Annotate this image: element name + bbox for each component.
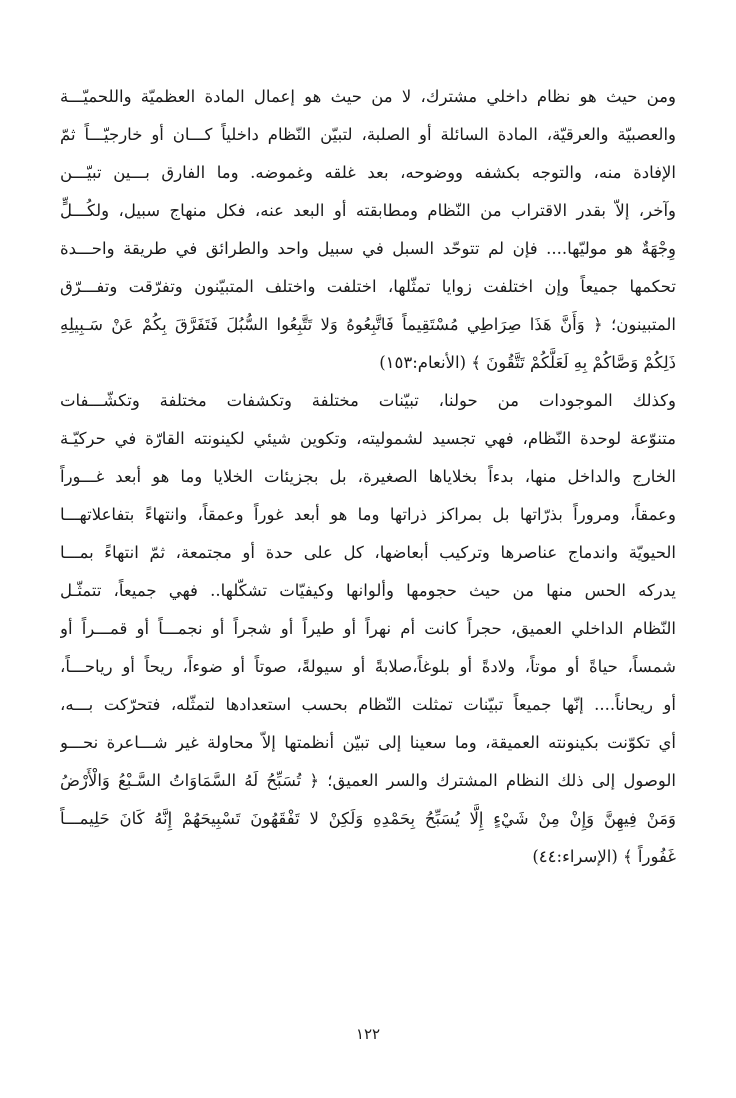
text-line: الخارج والداخل منها، بدءاً بخلاياها الصغيرة، بل بجزيئات الخلايا وما هو أبعد غـــوراً — [60, 467, 676, 486]
quran-verse-line: وَمَنْ فِيهِنَّ وَإِنْ مِنْ شَيْءٍ إِلَّا يُسَبِّحُ بِحَمْدِهِ وَلَكِنْ لا تَفْقَهُونَ تَسْبِيحَهُمْ إِنَّهُ كَانَ حَلِيمـــاً — [60, 809, 676, 828]
text-line: وآخر، إلاّ بقدر الاقتراب من النّظام ومطابقته أو البعد عنه، فكل منهاج سبيل، ولكُـــلٍّ — [60, 201, 676, 220]
paragraph-2 — [60, 382, 676, 876]
page-number: ١٢٢ — [355, 1025, 381, 1043]
text-body — [60, 78, 676, 876]
quran-verse-line: الوصول إلى ذلك النظام المشترك والسر العميق؛ ﴿ تُسَبِّحُ لَهُ السَّمَاوَاتُ السَّـبْعُ وَالْأَرْضُ — [60, 771, 676, 790]
text-line: متنوّعة لوحدة النّظام، فهي تجسيد لشموليته، وتكوين شيئي لكينونته القارّة في حركيّـة — [60, 429, 676, 448]
quran-verse-line: غَفُوراً ﴾ (الإسراء:٤٤) — [532, 847, 676, 866]
text-line: وعمقاً، ومروراً بذرّاتها بل بمراكز ذراتها وما هو أبعد غوراً وعمقاً، وانتهاءً بتفاعلاتهـــا — [60, 505, 676, 524]
paragraph-1 — [60, 78, 676, 382]
text-line: النّظام الداخلي العميق، حجراً كانت أم نهراً أو طيراً أو شجراً أو نجمـــاً أو قمـــراً أو — [60, 619, 676, 638]
text-line: أو ريحاناً.... إنّها جميعاً تبيّنات تمثلت النّظام بحسب استعدادها لتمثّله، فتحرّكت بـــه، — [60, 695, 676, 714]
text-line: وِجْهَةٌ هو موليّها.... فإن لم تتوحّد السبل في سبيل واحد والطرائق في طريقة واحـــدة — [60, 239, 676, 258]
text-line: تحكمها جميعاً وإن اختلفت زوايا تمثّلها، اختلفت واختلف المتبيّنون وتفرّقت وتفـــرّق — [60, 277, 676, 296]
quran-verse-line: ذَلِكُمْ وَصَّاكُمْ بِهِ لَعَلَّكُمْ تَتَّقُونَ ﴾ (الأنعام:١٥٣) — [379, 353, 676, 372]
quran-verse-line: المتبينون؛ ﴿ وَأَنَّ هَذَا صِرَاطِي مُسْتَقِيماً فَاتَّبِعُوهُ وَلا تَتَّبِعُوا السُّبُلَ فَتَفَرَّقَ بِكُمْ عَنْ سَـبِيلِهِ — [60, 315, 676, 334]
text-line: وكذلك الموجودات من حولنا، تبيّنات مختلفة وتكشفات مختلفة وتكشّـــفات — [60, 391, 676, 410]
text-line: يدركه الحس منها من حيث حجومها وألوانها وكيفيّات تشكّلها.. فهي جميعاً، تتمثّـل — [60, 581, 676, 600]
text-line: ومن حيث هو نظام داخلي مشترك، لا من حيث هو إعمال المادة العظميّة واللحميّـــة — [60, 87, 676, 106]
text-line: والعصبيّة والعرقيّة، المادة السائلة أو الصلبة، لتبيّن النّظام داخلياً كـــان أو خارجيّـــاً ثمّ — [60, 125, 676, 144]
text-line: الحيويّة واندماج عناصرها وتركيب أبعاضها، كل على حدة أو مجتمعة، ثمّ انتهاءً بمـــا — [60, 543, 676, 562]
text-line: الإفادة منه، والتوجه بكشفه ووضوحه، بعد غلقه وغموضه. وما الفارق بـــين تبيّـــن — [60, 163, 676, 182]
text-line: شمساً، حياةً أو موتاً، ولادةً أو بلوغاً،صلابةً أو سيولةً، صوتاً أو ضوءاً، ريحاً أو رياحـــاً، — [60, 657, 676, 676]
text-line: أي تكوّنت بكينونته العميقة، وما سعينا إلى تبيّن أنظمتها إلاّ محاولة غير شـــاعرة نحـــو — [60, 733, 676, 752]
